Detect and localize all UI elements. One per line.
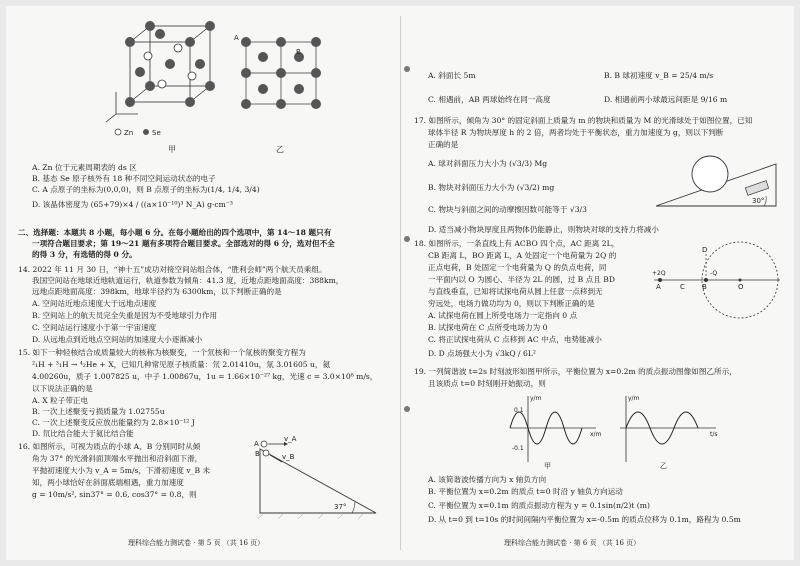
q17-stem: 17. 如图所示，倾角为 30° 的固定斜面上质量为 m 的物块和质量为 M 的光滑球处于如图位置，已知: [414, 116, 753, 125]
q17-stem-2: 球体半径 R 为物块厚度 h 的 2 倍，两者均处于平衡状态，重力加速度为 g，则以下判断: [428, 128, 724, 137]
q16-option-b: B. B 球初速度 v_B = 25/4 m/s: [604, 71, 714, 80]
svg-text:30°: 30°: [752, 197, 765, 205]
svg-text:x/m: x/m: [590, 431, 602, 438]
q16-stem-2: 角为 37° 的光滑斜面顶端水平抛出和沿斜面下滑，: [32, 454, 203, 463]
q13-option-a: A. Zn 位于元素周期表的 ds 区: [32, 163, 137, 172]
section-2-header: 二、选择题：本题共 8 小题，每小题 6 分。在每小题给出的四个选项中，第 14～18 题只有: [18, 228, 332, 237]
q16-option-c: C. 相遇前，AB 两球始终在同一高度: [428, 95, 551, 104]
svg-text:y/m: y/m: [530, 395, 542, 402]
svg-text:v_B: v_B: [282, 453, 295, 461]
page-footer-5: 理科综合能力测试卷 · 第 5 页 （共 16 页）: [128, 539, 265, 547]
svg-text:甲: 甲: [544, 462, 551, 470]
q19-option-c: C. 平衡位置为 x=0.1m 的质点振动方程为 y = 0.1sin(π/2)t (m): [428, 501, 650, 510]
q17-option-c: C. 物块与斜面之间的动摩擦因数可能等于 √3/3: [428, 205, 587, 214]
q15-stem: 15. 如下一种轻核结合成质量较大的核称为核聚变，一个氘核和一个氚核的聚变方程为: [18, 348, 306, 357]
q16-option-d: D. 相遇前两小球最远间距是 9/16 m: [604, 95, 728, 104]
q18-option-a: A. 试探电荷在圆上所受电场力一定指向 0 点: [428, 311, 578, 320]
exam-page-6: [414, 14, 786, 550]
q14-option-b: B. 空间站上的航天员完全失重是因为不受地球引力作用: [32, 311, 218, 320]
exam-sheet: [6, 6, 794, 560]
section-2-line-2: 一项符合题目要求；第 19～21 题有多项符合题目要求。全部选对的得 6 分，选对但不全: [32, 239, 335, 248]
q16-stem-5: g = 10m/s², sin37° = 0.6, cos37° = 0.8，则: [32, 490, 197, 499]
svg-text:-0.1: -0.1: [512, 445, 524, 452]
svg-text:v_A: v_A: [284, 435, 297, 443]
svg-text:A: A: [656, 283, 661, 291]
q17-stem-3: 正确的是: [428, 140, 459, 149]
svg-text:A: A: [234, 34, 239, 42]
q14-stem: 14. 2022 年 11 月 30 日，“神十五”成功对接空间站组合体，“胜利会师”两个航天员乘组。: [18, 265, 327, 274]
svg-text:D: D: [702, 246, 708, 254]
q15-option-c: C. 一次上述聚变反应放出能量约为 2.8×10⁻¹² J: [32, 418, 195, 427]
q14-stem-3: 远地点距地面高度：398km，地球半径约为 6300km，以下判断正确的是: [32, 287, 282, 296]
q19-stem: 19. 一列简谐波 t=2s 时刻波形如图甲所示，平衡位置为 x=0.2m 的质点振动图像如图乙所示，: [414, 367, 737, 376]
q17-option-d: D. 适当减小物块厚度且两物体仍能静止，则物块对球的支持力将减小: [428, 225, 659, 234]
q18-stem-2: CB 距离 L，BO 距离 L，A 处固定一个电荷量为 2Q 的: [428, 251, 617, 260]
q19-stem-2: 且该质点 t=0 时刻刚开始振动，则: [428, 379, 546, 388]
page-gutter: [400, 16, 401, 550]
legend-se: Se: [152, 129, 161, 137]
q18-stem-6: 穷远处，电场力做功均为 0，则以下判断正确的是: [428, 299, 595, 308]
q19-option-a: A. 该简谐波传播方向为 x 轴负方向: [428, 475, 547, 484]
q14-option-d: D. 从远地点到近地点空间站的加速度大小逐渐减小: [32, 335, 203, 344]
incline-figure-q16: [254, 435, 384, 519]
q15-option-d: D. 氘比结合能大于氦比结合能: [32, 429, 134, 438]
q15-stem-3: 4.00260u，质子 1.007825 u，中子 1.00867u，1u = 1.66×10⁻²⁷ kg，光速 c = 3.0×10⁸ m/s，: [32, 372, 378, 381]
svg-text:37°: 37°: [334, 503, 347, 511]
svg-text:-Q: -Q: [710, 270, 718, 277]
q18-stem-3: 正点电荷，B 处固定一个电荷量为 Q 的负点电荷，同: [428, 263, 607, 272]
svg-text:B: B: [702, 283, 707, 291]
q19-option-d: D. 从 t=0 到 t=10s 的时间间隔内平衡位置为 x=-0.5m 的质点位移为 0.1m，路程为 0.5m: [428, 515, 741, 524]
q15-option-a: A. X 粒子带正电: [32, 396, 89, 405]
wave-figure-q19: [484, 392, 724, 470]
q18-option-d: D. D 点场强大小为 √3kQ / 6L²: [428, 349, 536, 358]
q18-stem: 18. 如图所示，一条直线上有 ACBO 四个点，AC 距离 2L，: [414, 239, 620, 248]
q14-stem-2: 我国空间站在地球近地轨道运行，轨道参数为倾角：41.3 度，近地点距地面高度：388km，: [32, 276, 344, 285]
q16-stem-4: 知，两小球恰好在斜面底端相遇，重力加速度: [32, 478, 184, 487]
svg-text:C: C: [680, 283, 685, 291]
q15-stem-4: 以下说法正确的是: [32, 384, 93, 393]
q13-option-d: D. 该晶体密度为 (65+79)×4 / ((a×10⁻¹⁰)³ N_A) g·cm⁻³: [32, 200, 233, 209]
svg-text:B: B: [255, 450, 260, 458]
q17-option-b: B. 物块对斜面压力大小为 (√3/2) mg: [428, 183, 555, 192]
svg-text:y/m: y/m: [628, 395, 640, 402]
crystal-structure-figure: [78, 14, 338, 154]
binding-hole: [404, 66, 410, 72]
page-footer-6: 理科综合能力测试卷 · 第 6 页 （共 16 页）: [504, 539, 641, 547]
q14-option-a: A. 空间站近地点速度大于远地点速度: [32, 299, 157, 308]
svg-text:+2Q: +2Q: [652, 270, 666, 277]
q13-option-b: B. 基态 Se 原子核外有 18 种不同空间运动状态的电子: [32, 174, 216, 183]
exam-page-5: [18, 14, 390, 550]
svg-text:t/s: t/s: [710, 431, 718, 438]
section-2-line-3: 的得 3 分，有选错的得 0 分。: [32, 250, 137, 259]
binding-hole: [404, 236, 410, 242]
figure-label-jia: 甲: [168, 145, 176, 154]
q16-option-a: A. 斜面长 5m: [428, 71, 476, 80]
legend-zn: Zn: [124, 129, 134, 137]
q16-stem-3: 平抛初速度大小为 v_A = 5m/s，下滑初速度 v_B 未: [32, 466, 211, 475]
q15-option-b: B. 一次上述聚变亏损质量为 1.02755u: [32, 407, 165, 416]
figure-label-yi: 乙: [276, 145, 284, 154]
q13-option-c: C. A 点原子的坐标为(0,0,0)，则 B 点原子的坐标为(1/4, 1/4, 3/4): [32, 185, 260, 194]
q14-option-c: C. 空间站运行速度小于第一宇宙速度: [32, 323, 157, 332]
svg-text:0.1: 0.1: [514, 407, 524, 414]
q17-option-a: A. 球对斜面压力大小为 (√3/3) Mg: [428, 159, 548, 168]
q18-stem-5: 与直线垂直，已知将试探电荷从圆上任意一点移到无: [428, 287, 603, 296]
q18-option-b: B. 试探电荷在 C 点所受电场力为 0: [428, 323, 548, 332]
q18-option-c: C. 将正试探电荷从 C 点移到 AC 中点，电势能减小: [428, 335, 602, 344]
charge-circle-figure-q18: [652, 236, 782, 326]
svg-text:乙: 乙: [660, 462, 667, 470]
svg-text:A: A: [254, 440, 259, 448]
q19-option-b: B. 平衡位置为 x=0.2m 的质点 t=0 时沿 y 轴负方向运动: [428, 487, 623, 496]
binding-hole: [404, 406, 410, 412]
svg-text:B: B: [296, 48, 301, 56]
q16-stem: 16. 如图所示，可视为质点的小球 A、B 分别同时从倾: [18, 442, 201, 451]
incline-figure-q17: [652, 140, 782, 212]
q18-stem-4: 一平面内以 O 为圆心、半径为 2L 的圆，过 B 点且 BD: [428, 275, 615, 284]
q15-stem-2: ²₁H + ³₁H → ⁴₂He + X，已知几种常见原子核质量：氘 2.01410u，氚 3.01605 u，氦: [32, 360, 331, 369]
svg-text:O: O: [738, 283, 744, 291]
